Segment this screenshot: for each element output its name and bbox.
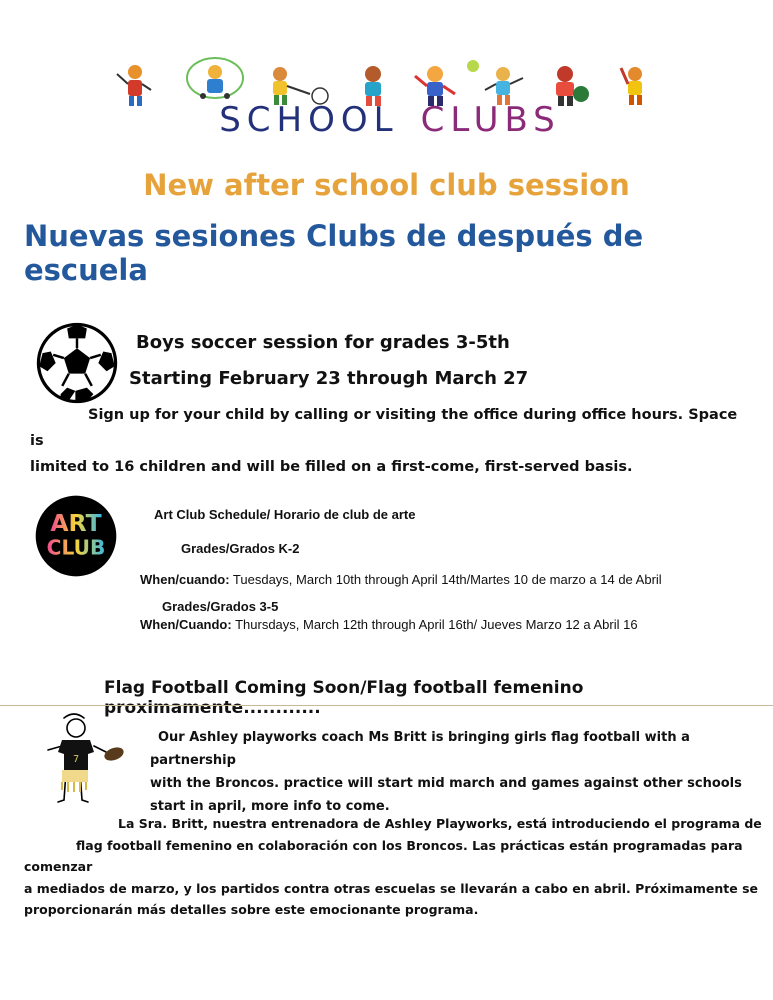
logo-word-clubs: CLUBS	[420, 100, 561, 140]
art-logo-word-art: ART	[50, 508, 102, 537]
kids-illustration	[117, 58, 642, 106]
jersey-number: 7	[72, 754, 80, 765]
flag-en-line: Our Ashley playworks coach Ms Britt is bringing girls flag football with a partnership	[150, 730, 690, 768]
flag-es-line: La Sra. Britt, nuestra entrenadora de Ashley Playworks, está introduciendo el programa de	[118, 816, 762, 831]
soccer-para-line: limited to 16 children and will be filled on a first-come, first-served basis.	[30, 459, 633, 475]
football-player-icon	[44, 712, 126, 808]
soccer-heading: Boys soccer session for grades 3-5th	[136, 332, 510, 353]
art-when-3-5	[140, 617, 638, 632]
soccer-dates: Starting February 23 through March 27	[129, 368, 529, 389]
when-text: Thursdays, March 12th through April 16th/ Jueves Marzo 12 a Abril 16	[231, 617, 638, 632]
title-spanish: Nuevas sesiones Clubs de después de escuela	[24, 219, 644, 287]
title-english: New after school club session	[143, 168, 630, 202]
flag-english-paragraph	[150, 726, 750, 818]
art-when-k2	[140, 572, 662, 587]
flag-es-line: proporcionarán más detalles sobre este emocionante programa.	[24, 902, 479, 917]
logo-word-school: SCHOOL	[219, 100, 399, 140]
art-grades-k2: Grades/Grados K-2	[181, 541, 300, 556]
art-logo-word-club: CLUB	[46, 535, 106, 560]
soccer-ball-icon	[36, 322, 118, 404]
art-club-logo	[34, 494, 118, 578]
soccer-para-line: Sign up for your child by calling or visiting the office during office hours. Space is	[30, 407, 738, 449]
when-text: Tuesdays, March 10th through April 14th/Martes 10 de marzo a 14 de Abril	[229, 572, 662, 587]
flag-es-line: flag football femenino en colaboración con los Broncos. Las prácticas están programadas para comenzar	[24, 837, 743, 874]
flag-en-line: start in april, more info to come.	[150, 799, 390, 814]
art-club-heading: Art Club Schedule/ Horario de club de arte	[154, 507, 416, 522]
logo-wordmark	[180, 100, 600, 140]
when-label: When/Cuando:	[140, 617, 232, 632]
flag-es-line: a mediados de marzo, y los partidos contra otras escuelas se llevarán a cabo en abril. Próximamente se	[24, 880, 759, 896]
art-grades-3-5: Grades/Grados 3-5	[162, 599, 279, 614]
when-label: When/cuando:	[140, 572, 230, 587]
soccer-signup-paragraph	[30, 402, 750, 480]
flag-spanish-paragraph	[24, 813, 764, 921]
flag-en-line: with the Broncos. practice will start mid march and games against other schools	[150, 776, 742, 791]
section-divider	[0, 705, 773, 706]
flag-football-heading: Flag Football Coming Soon/Flag football femenino proximamente............	[104, 678, 584, 718]
